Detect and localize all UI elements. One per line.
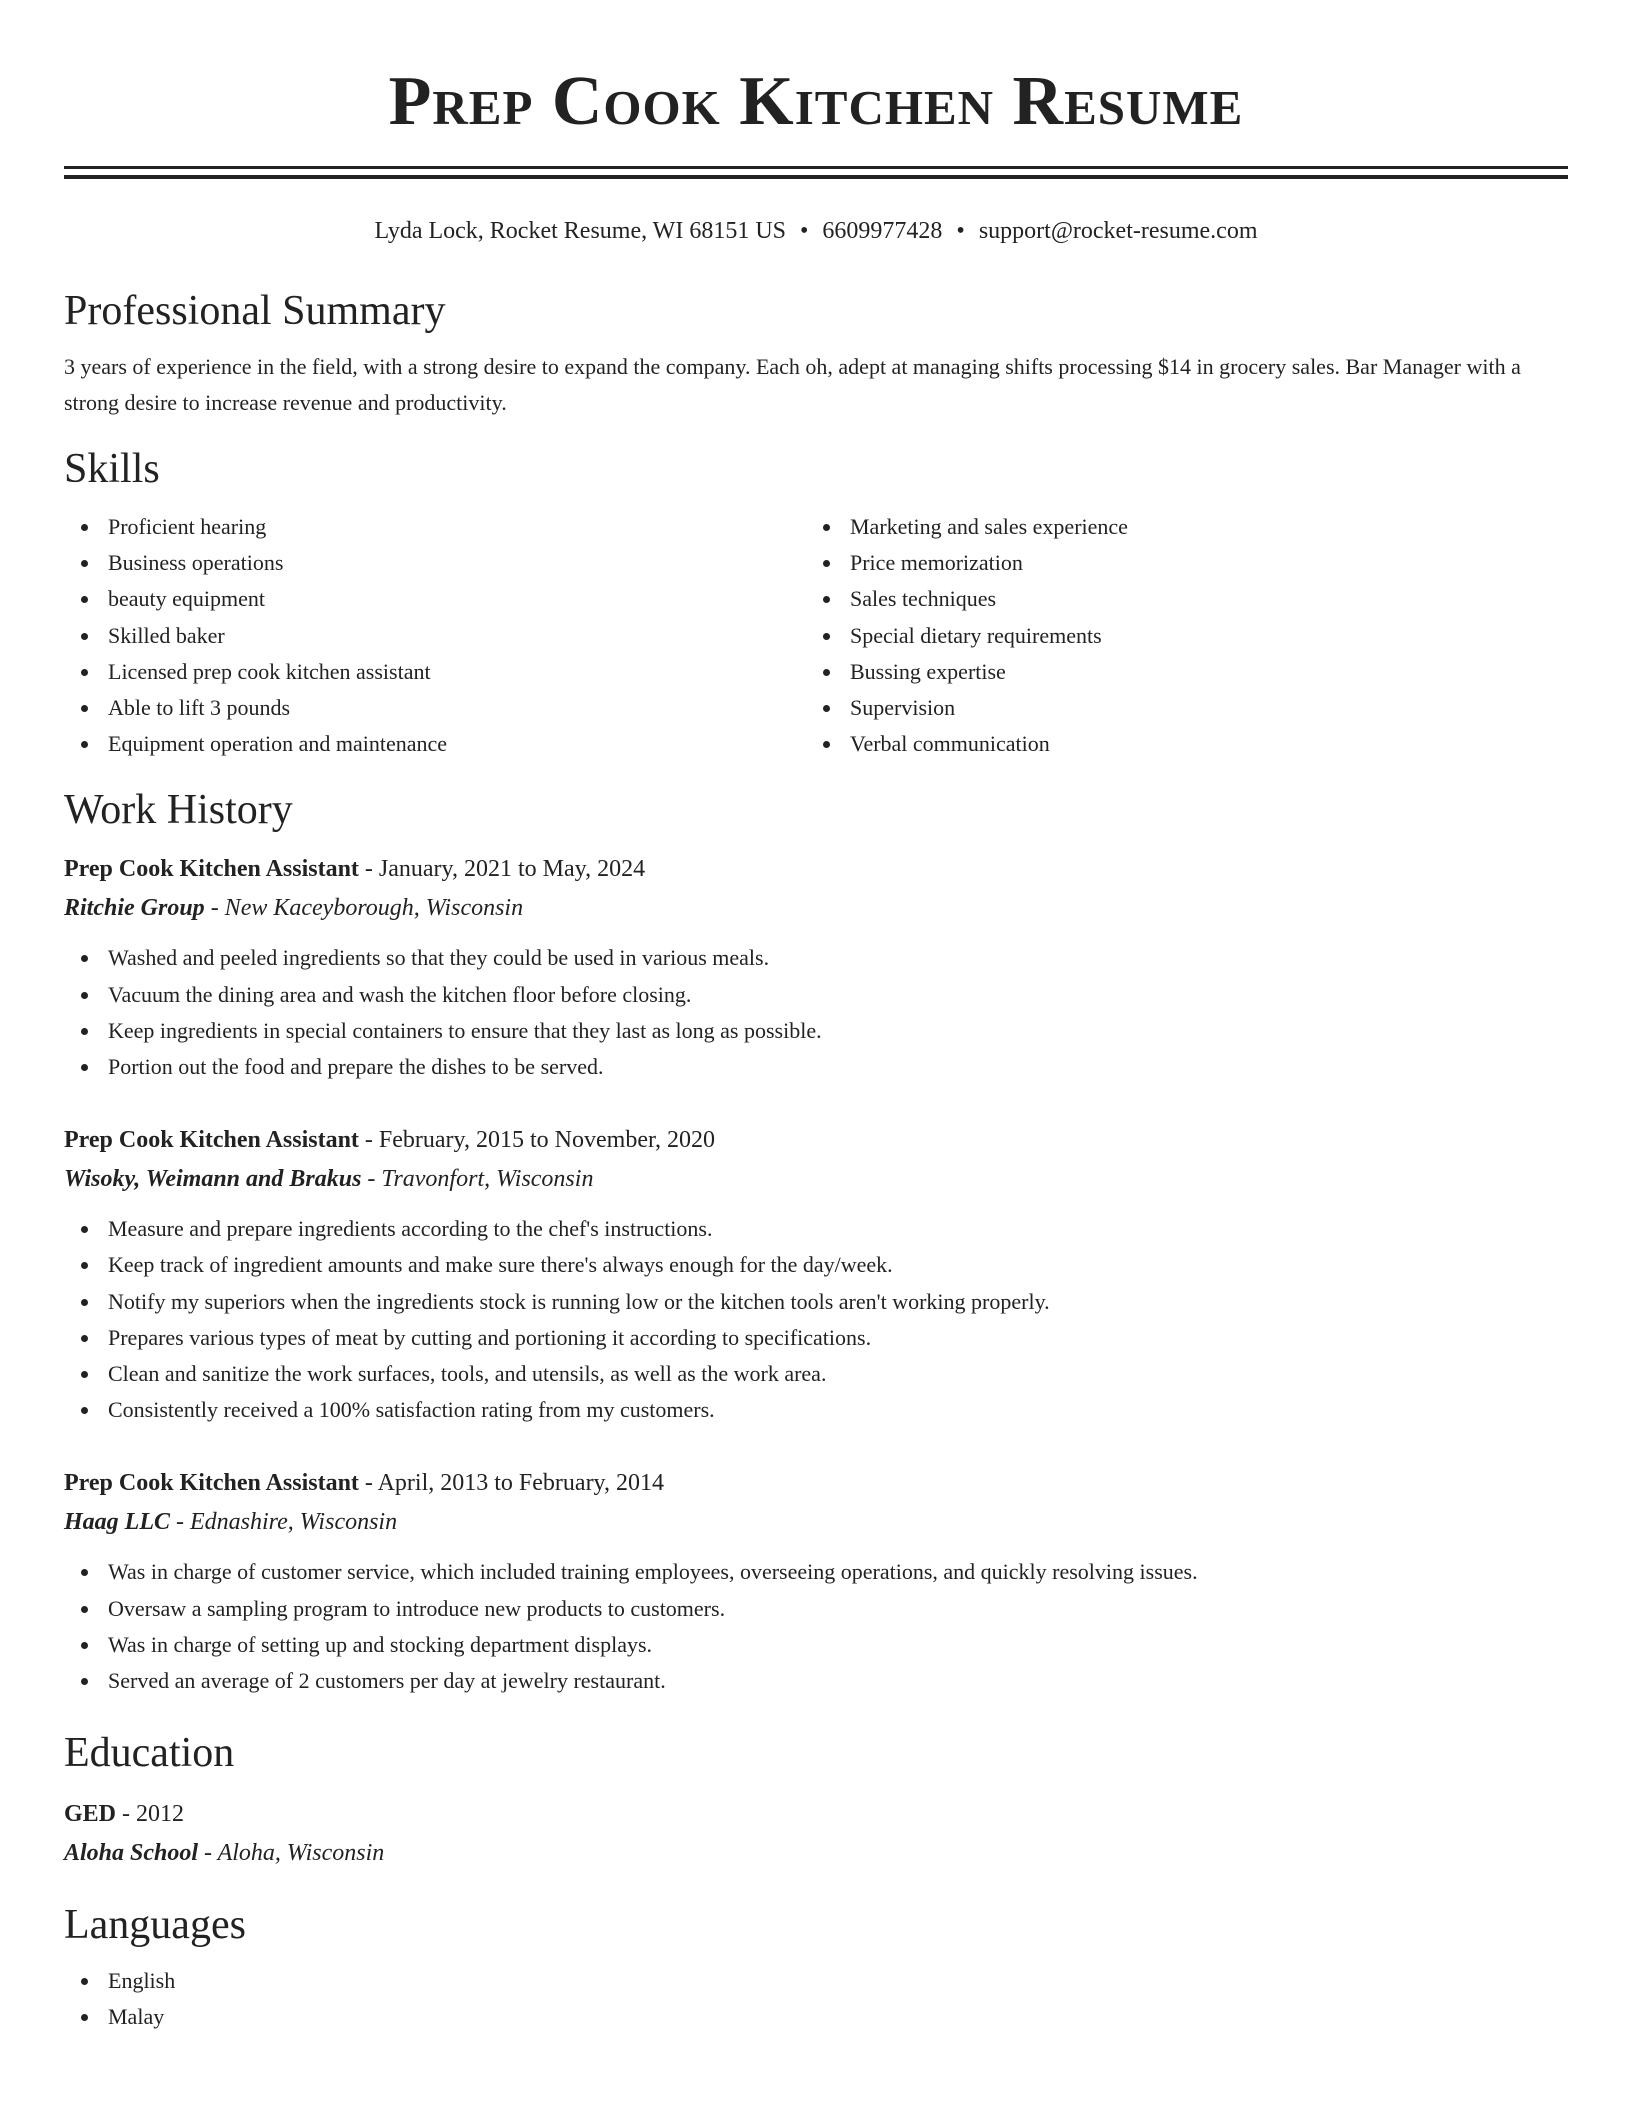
education-year: - 2012 bbox=[116, 1801, 185, 1828]
job-duty: Clean and sanitize the work surfaces, tools, and utensils, as well as the work area. bbox=[64, 1356, 1568, 1392]
contact-separator: • bbox=[956, 218, 965, 244]
job-role: Prep Cook Kitchen Assistant bbox=[64, 1470, 359, 1497]
job-duties bbox=[64, 1211, 1568, 1428]
job-duty: Notify my superiors when the ingredients stock is running low or the kitchen tools aren't working properly. bbox=[64, 1284, 1568, 1320]
job-header bbox=[64, 1464, 1568, 1503]
summary-heading: Professional Summary bbox=[64, 288, 446, 334]
job-company: Ritchie Group bbox=[64, 895, 205, 922]
education-heading: Education bbox=[64, 1730, 235, 1777]
job-role: Prep Cook Kitchen Assistant bbox=[64, 1127, 359, 1154]
job-duty: Vacuum the dining area and wash the kitchen floor before closing. bbox=[64, 977, 1568, 1013]
education-entry bbox=[64, 1795, 1568, 1873]
job-duty: Oversaw a sampling program to introduce new products to customers. bbox=[64, 1591, 1568, 1627]
work-history-heading: Work History bbox=[64, 787, 293, 834]
skills-columns bbox=[64, 509, 1568, 762]
skills-list-right bbox=[806, 509, 1548, 762]
skill-item: Supervision bbox=[806, 690, 1548, 726]
job-duty: Was in charge of setting up and stocking department displays. bbox=[64, 1627, 1568, 1663]
page-title: Prep Cook Kitchen Resume bbox=[388, 63, 1244, 140]
skill-item: Sales techniques bbox=[806, 581, 1548, 617]
contact-address: Lyda Lock, Rocket Resume, WI 68151 US bbox=[374, 218, 786, 244]
contact-separator: • bbox=[800, 218, 809, 244]
job-duty: Served an average of 2 customers per day at jewelry restaurant. bbox=[64, 1663, 1568, 1699]
summary-text: 3 years of experience in the field, with a strong desire to expand the company. Each oh, adept at managing shifts processing $14 in grocery sales. Bar Manager with a strong desire to increase revenue and productivity. bbox=[64, 354, 1521, 415]
skill-item: Special dietary requirements bbox=[806, 618, 1548, 654]
job-location: - Ednashire, Wisconsin bbox=[170, 1509, 398, 1536]
job-entry bbox=[64, 1121, 1568, 1428]
job-employer bbox=[64, 889, 1568, 928]
job-duty: Was in charge of customer service, which included training employees, overseeing operations, and quickly resolving issues. bbox=[64, 1554, 1568, 1590]
job-duty: Prepares various types of meat by cutting and portioning it according to specifications. bbox=[64, 1320, 1568, 1356]
languages-section bbox=[64, 1963, 1568, 2035]
education-location: - Aloha, Wisconsin bbox=[198, 1840, 385, 1867]
skill-item: Bussing expertise bbox=[806, 654, 1548, 690]
skill-item: Able to lift 3 pounds bbox=[64, 690, 806, 726]
job-header bbox=[64, 1121, 1568, 1160]
job-dates: - January, 2021 to May, 2024 bbox=[358, 856, 646, 883]
skills-list-left bbox=[64, 509, 806, 762]
job-duty: Portion out the food and prepare the dishes to be served. bbox=[64, 1049, 1568, 1085]
job-duty: Consistently received a 100% satisfaction rating from my customers. bbox=[64, 1392, 1568, 1428]
skill-item: Verbal communication bbox=[806, 726, 1548, 762]
skill-item: Business operations bbox=[64, 545, 806, 581]
skill-item: beauty equipment bbox=[64, 581, 806, 617]
education-school-line bbox=[64, 1834, 1568, 1873]
title-divider-bottom bbox=[64, 175, 1568, 179]
job-location: - Travonfort, Wisconsin bbox=[361, 1166, 594, 1193]
job-duties bbox=[64, 1554, 1568, 1699]
education-degree: GED bbox=[64, 1801, 117, 1828]
job-duty: Measure and prepare ingredients according to the chef's instructions. bbox=[64, 1211, 1568, 1247]
contact-line bbox=[64, 215, 1568, 247]
job-employer bbox=[64, 1503, 1568, 1542]
languages-list bbox=[64, 1963, 1568, 2035]
skill-item: Equipment operation and maintenance bbox=[64, 726, 806, 762]
job-duty: Washed and peeled ingredients so that they could be used in various meals. bbox=[64, 940, 1568, 976]
contact-email: support@rocket-resume.com bbox=[978, 218, 1258, 244]
skills-heading: Skills bbox=[64, 446, 160, 492]
job-dates: - April, 2013 to February, 2014 bbox=[358, 1470, 664, 1497]
job-dates: - February, 2015 to November, 2020 bbox=[358, 1127, 715, 1154]
job-role: Prep Cook Kitchen Assistant bbox=[64, 856, 359, 883]
job-company: Haag LLC bbox=[64, 1509, 170, 1536]
job-entry bbox=[64, 850, 1568, 1085]
job-location: - New Kaceyborough, Wisconsin bbox=[204, 895, 524, 922]
job-employer bbox=[64, 1160, 1568, 1199]
languages-heading: Languages bbox=[64, 1902, 246, 1949]
skill-item: Proficient hearing bbox=[64, 509, 806, 545]
education-school: Aloha School bbox=[64, 1840, 199, 1867]
job-entry bbox=[64, 1464, 1568, 1699]
job-duty: Keep ingredients in special containers to ensure that they last as long as possible. bbox=[64, 1013, 1568, 1049]
skill-item: Price memorization bbox=[806, 545, 1548, 581]
job-company: Wisoky, Weimann and Brakus bbox=[64, 1166, 362, 1193]
skill-item: Skilled baker bbox=[64, 618, 806, 654]
job-duty: Keep track of ingredient amounts and make sure there's always enough for the day/week. bbox=[64, 1247, 1568, 1283]
skill-item: Marketing and sales experience bbox=[806, 509, 1548, 545]
job-duties bbox=[64, 940, 1568, 1085]
job-header bbox=[64, 850, 1568, 889]
language-item: Malay bbox=[64, 1999, 1568, 2035]
language-item: English bbox=[64, 1963, 1568, 1999]
contact-phone: 6609977428 bbox=[822, 218, 943, 244]
title-divider-top bbox=[64, 166, 1568, 169]
education-degree-line bbox=[64, 1795, 1568, 1834]
skill-item: Licensed prep cook kitchen assistant bbox=[64, 654, 806, 690]
